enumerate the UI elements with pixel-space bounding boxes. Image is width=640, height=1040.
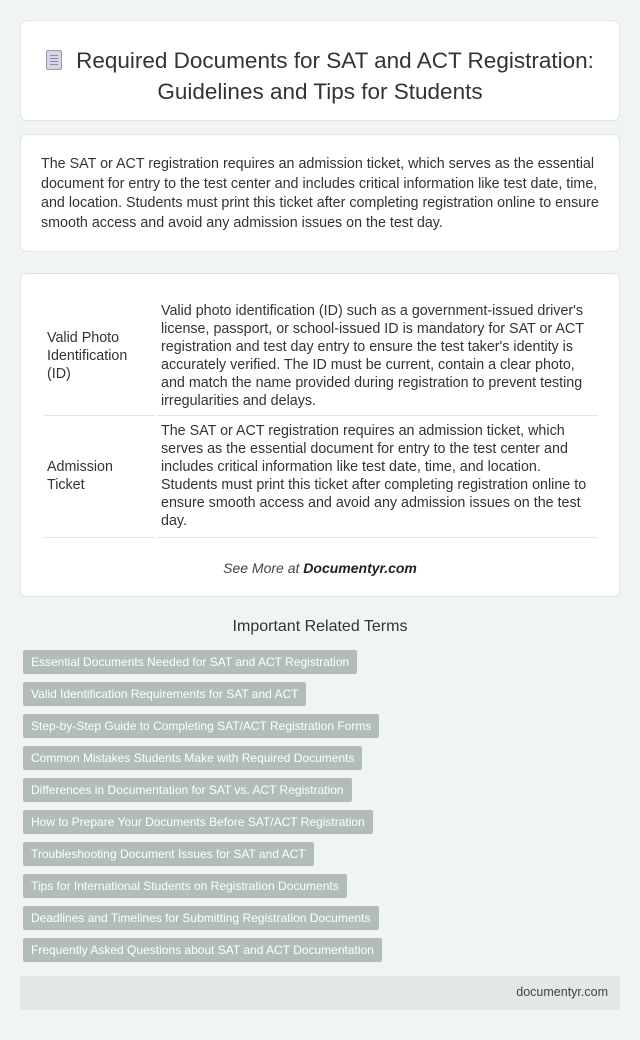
page-title bbox=[41, 45, 599, 107]
intro-paragraph: The SAT or ACT registration requires an admission ticket, which serves as the essential document for entry to the test center and includes critical information like test date, time, and location. Students must print this ticket after completing registration online to ensure smooth access and avoid any admission issues on the test day. bbox=[41, 156, 599, 231]
documents-table-card bbox=[20, 273, 620, 597]
related-terms-heading: Important Related Terms bbox=[232, 618, 408, 635]
see-more-link[interactable] bbox=[21, 560, 619, 576]
footer bbox=[20, 976, 620, 1010]
table-description-cell: The SAT or ACT registration requires an admission ticket, which serves as the essential document for entry to the test center and includes critical information like test date, time, and location. Students must print this ticket after completing registration online to ensure smooth access and avoid any admission issues on the test day. bbox=[157, 416, 598, 538]
related-term-tag[interactable]: Differences in Documentation for SAT vs. ACT Registration bbox=[23, 778, 352, 802]
intro-card bbox=[20, 134, 620, 252]
related-term-tag[interactable]: Essential Documents Needed for SAT and ACT Registration bbox=[23, 650, 357, 674]
related-terms-list bbox=[23, 650, 382, 970]
see-more-site: Documentyr.com bbox=[303, 560, 417, 576]
related-term-tag[interactable]: Tips for International Students on Registration Documents bbox=[23, 874, 347, 898]
document-icon bbox=[46, 50, 62, 70]
see-more-prefix: See More at bbox=[223, 560, 300, 576]
related-term-tag[interactable]: Frequently Asked Questions about SAT and ACT Documentation bbox=[23, 938, 382, 962]
header-card bbox=[20, 20, 620, 121]
table-description-cell: Valid photo identification (ID) such as a government-issued driver's license, passport, or school-issued ID is mandatory for SAT or ACT registration and test day entry to ensure the test taker's identity is accurately verified. The ID must be current, contain a clear photo, and match the name provided during registration to prevent testing irregularities and delays. bbox=[157, 298, 598, 416]
table-term-cell: Admission Ticket bbox=[43, 416, 155, 538]
footer-site-link[interactable]: documentyr.com bbox=[516, 985, 608, 999]
related-term-tag[interactable]: Step-by-Step Guide to Completing SAT/ACT Registration Forms bbox=[23, 714, 379, 738]
related-term-tag[interactable]: Troubleshooting Document Issues for SAT and ACT bbox=[23, 842, 314, 866]
related-term-tag[interactable]: Valid Identification Requirements for SAT and ACT bbox=[23, 682, 306, 706]
related-term-tag[interactable]: Common Mistakes Students Make with Required Documents bbox=[23, 746, 362, 770]
documents-table bbox=[41, 298, 600, 538]
related-term-tag[interactable]: Deadlines and Timelines for Submitting Registration Documents bbox=[23, 906, 379, 930]
page-title-text: Required Documents for SAT and ACT Registration: Guidelines and Tips for Students bbox=[76, 48, 594, 104]
table-row bbox=[43, 298, 598, 416]
related-term-tag[interactable]: How to Prepare Your Documents Before SAT/ACT Registration bbox=[23, 810, 373, 834]
table-term-cell: Valid Photo Identification (ID) bbox=[43, 298, 155, 416]
table-row bbox=[43, 416, 598, 538]
